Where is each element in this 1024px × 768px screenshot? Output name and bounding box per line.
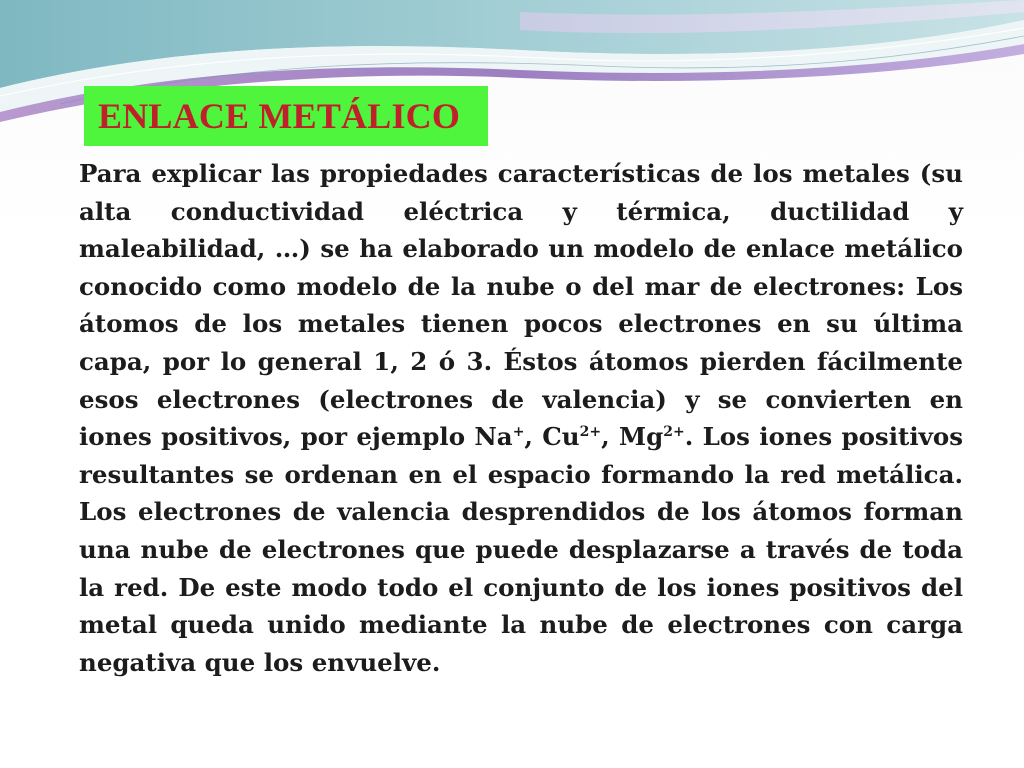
ion-sodium-charge: + bbox=[512, 424, 525, 441]
ion-magnesium-charge: 2+ bbox=[663, 424, 685, 441]
paragraph-part-2: . Los iones positivos resultantes se ordenan en el espacio formando la red metálica. Los electrones de valencia desprendidos de los átomos forman una nube de electrones que puede desplazarse a través de toda la red. De este modo todo el conjunto de los iones positivos del metal queda unido mediante la nube de electrones con carga negativa que los envuelve. bbox=[79, 422, 964, 677]
title-box bbox=[84, 86, 488, 146]
ion-copper bbox=[542, 422, 601, 451]
ion-magnesium-symbol: Mg bbox=[618, 422, 664, 452]
paragraph-part-1: Para explicar las propiedades características de los metales (su alta conductividad eléctrica y térmica, ductilidad y maleabilidad, …) se ha elaborado un modelo de enlace metálico conocido como modelo de la nube o del mar de electrones: Los átomos de los metales tienen pocos electrones en su última capa, por lo general 1, 2 ó 3. Éstos átomos pierden fácilmente esos electrones (electrones de valencia) y se convierten en iones positivos, por ejemplo bbox=[79, 159, 963, 452]
ion-sodium bbox=[474, 422, 524, 451]
ion-separator-1: , bbox=[524, 422, 543, 452]
ion-copper-charge: 2+ bbox=[579, 424, 602, 441]
ion-magnesium bbox=[619, 422, 685, 451]
slide-title: ENLACE METÁLICO bbox=[98, 96, 461, 136]
ion-separator-2: , bbox=[601, 422, 619, 452]
ion-copper-symbol: Cu bbox=[542, 422, 580, 452]
body-paragraph bbox=[79, 155, 963, 681]
ion-sodium-symbol: Na bbox=[474, 422, 513, 452]
